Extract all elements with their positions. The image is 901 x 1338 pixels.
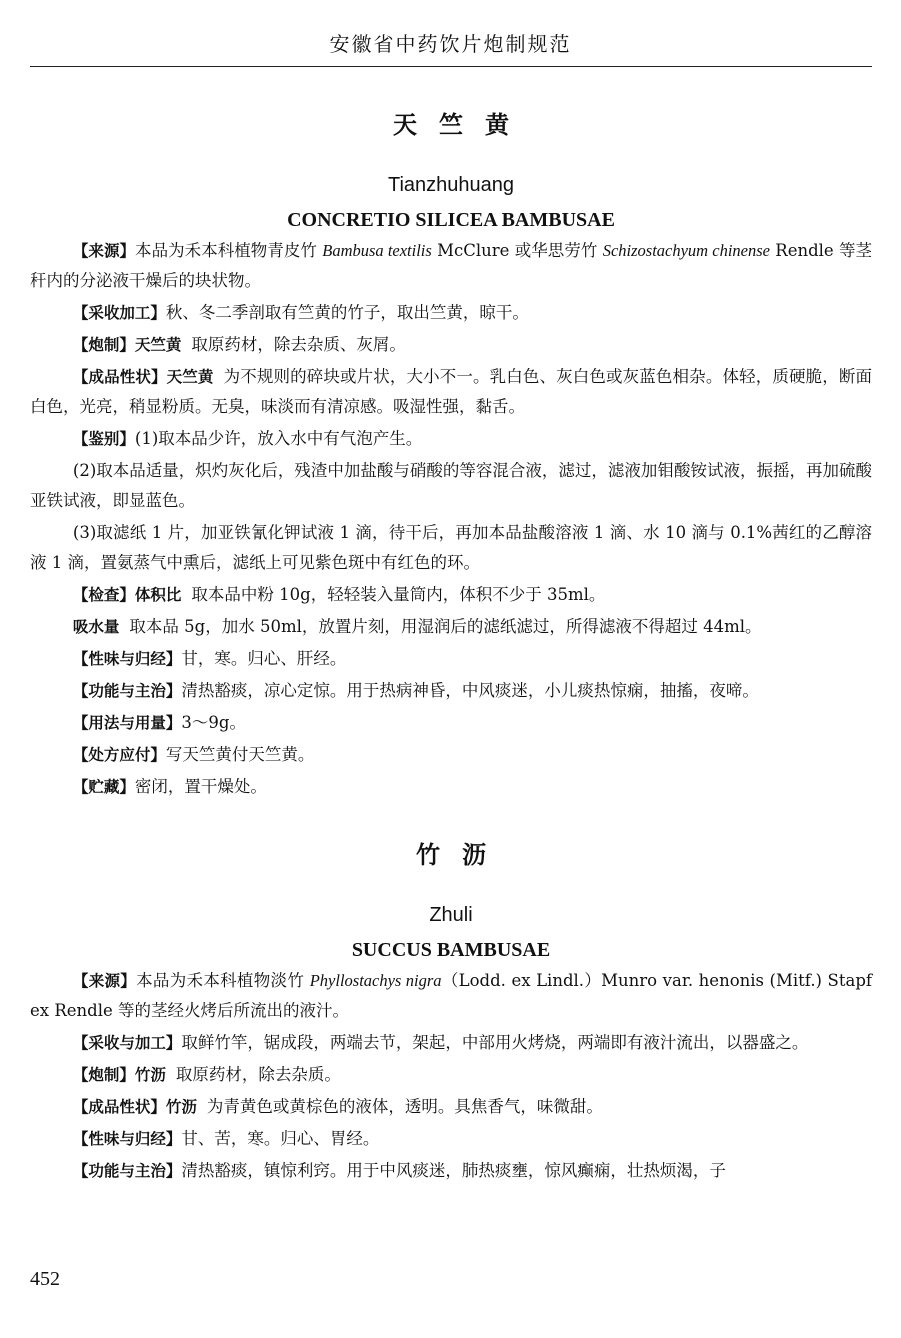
inspection-paragraph-volume (30, 580, 872, 610)
item-name: 体积比 (134, 586, 182, 604)
usage-text: 3～9g。 (181, 713, 246, 732)
harvest-paragraph (30, 1028, 872, 1058)
characters-text: 为不规则的碎块或片状，大小不一。乳白色、灰白色或灰蓝色相杂。体轻，质硬脆，断面白色，光亮，稍显粉质。无臭，味淡而有清凉感。吸湿性强，黏舌。 (30, 367, 872, 416)
nature-paragraph (30, 1124, 872, 1154)
nature-text: 甘，寒。归心、肝经。 (181, 649, 347, 668)
identification-paragraph-1 (30, 424, 872, 454)
prescription-text: 写天竺黄付天竺黄。 (165, 745, 315, 764)
page-number: 452 (30, 1268, 60, 1290)
source-text: 本品为禾本科植物青皮竹 (135, 241, 323, 260)
monograph-pinyin: Tianzhuhuang (387, 174, 515, 196)
nature-paragraph (30, 644, 872, 674)
function-paragraph (30, 1156, 872, 1186)
inspection-text: 取本品中粉 10g，轻轻装入量筒内，体积不少于 35ml。 (191, 585, 606, 604)
section-tag: 【功能与主治】 (72, 682, 182, 700)
characters-paragraph (30, 1092, 872, 1122)
storage-text: 密闭，置干燥处。 (134, 777, 267, 796)
characters-paragraph (30, 362, 872, 422)
inspection-paragraph-water (30, 612, 872, 642)
processing-paragraph (30, 1060, 872, 1090)
monograph-tianzhuhuang (30, 108, 872, 802)
section-tag: 【功能与主治】 (72, 1162, 182, 1180)
monograph-pinyin: Zhuli (429, 904, 473, 926)
section-tag: 【采收与加工】 (72, 1034, 182, 1052)
identification-text: (1)取本品少许，放入水中有气泡产生。 (134, 429, 423, 448)
section-tag: 【成品性状】 (72, 368, 167, 386)
section-tag: 【贮藏】 (72, 778, 135, 796)
item-name: 天竺黄 (134, 336, 182, 354)
harvest-paragraph (30, 298, 872, 328)
prescription-paragraph (30, 740, 872, 770)
page-body (30, 108, 872, 1188)
header-rule (30, 66, 872, 67)
harvest-text: 取鲜竹竿，锯成段，两端去节，架起，中部用火烤烧，两端即有液汁流出，以器盛之。 (181, 1033, 809, 1052)
processing-text: 取原药材，除去杂质、灰屑。 (191, 335, 406, 354)
identification-paragraph-2 (30, 456, 872, 516)
section-tag: 【处方应付】 (72, 746, 166, 764)
section-tag: 【检查】 (72, 586, 135, 604)
storage-paragraph (30, 772, 872, 802)
nature-text: 甘、苦，寒。归心、胃经。 (181, 1129, 380, 1148)
section-tag: 【来源】 (72, 972, 137, 990)
monograph-title: 竹沥 (416, 841, 508, 869)
identification-text: (3)取滤纸 1 片，加亚铁氰化钾试液 1 滴，待干后，再加本品盐酸溶液 1 滴、水 10 滴与 0.1%茜红的乙醇溶液 1 滴，置氨蒸气中熏后，滤纸上可见紫色斑中有红色的环。 (30, 523, 872, 572)
section-tag: 【成品性状】 (72, 1098, 166, 1116)
section-tag: 【来源】 (72, 242, 136, 260)
section-tag: 【用法与用量】 (72, 714, 182, 732)
species-name: Schizostachyum chinense (602, 241, 770, 260)
inspection-text: 取本品 5g，加水 50ml，放置片刻，用湿润后的滤纸滤过，所得滤液不得超过 44ml。 (129, 617, 762, 636)
monograph-zhuli (30, 838, 872, 1186)
identification-text: (2)取本品适量，炽灼灰化后，残渣中加盐酸与硝酸的等容混合液，滤过，滤液加钼酸铵试液，振摇，再加硫酸亚铁试液，即显蓝色。 (30, 461, 872, 510)
processing-text: 取原药材，除去杂质。 (175, 1065, 341, 1084)
item-name: 吸水量 (72, 618, 120, 636)
monograph-latin-name: SUCCUS BAMBUSAE (351, 939, 551, 961)
processing-paragraph (30, 330, 872, 360)
function-text: 清热豁痰，镇惊利窍。用于中风痰迷，肺热痰壅，惊风癫痫，壮热烦渴，子 (181, 1161, 726, 1180)
characters-text: 为青黄色或黄棕色的液体，透明。具焦香气，味微甜。 (206, 1097, 603, 1116)
section-tag: 【性味与归经】 (72, 650, 182, 668)
section-tag: 【炮制】 (72, 336, 135, 354)
monograph-title: 天竺黄 (393, 111, 531, 139)
section-tag: 【鉴别】 (72, 430, 135, 448)
species-name: Phyllostachys nigra (309, 971, 442, 990)
item-name: 竹沥 (134, 1066, 166, 1084)
section-tag: 【炮制】 (72, 1066, 135, 1084)
monograph-latin-name: CONCRETIO SILICEA BAMBUSAE (287, 209, 615, 231)
source-text: Rendle 等茎秆内的分泌液干燥后的块状物。 (30, 241, 873, 290)
item-name: 竹沥 (165, 1098, 197, 1116)
source-text: （Lodd. ex Lindl.）Munro var. henonis (Mitf.) Stapf ex Rendle 等的茎经火烤后所流出的液汁。 (30, 971, 872, 1020)
species-name: Bambusa textilis (322, 241, 432, 260)
source-text: 本品为禾本科植物淡竹 (136, 971, 310, 990)
section-tag: 【性味与归经】 (72, 1130, 182, 1148)
function-paragraph (30, 676, 872, 706)
item-name: 天竺黄 (166, 368, 214, 386)
section-tag: 【采收加工】 (72, 304, 166, 322)
usage-paragraph (30, 708, 872, 738)
identification-paragraph-3 (30, 518, 872, 578)
section-gap (30, 804, 872, 838)
running-header: 安徽省中药饮片炮制规范 (329, 32, 572, 56)
harvest-text: 秋、冬二季剖取有竺黄的竹子，取出竺黄，晾干。 (165, 303, 529, 322)
source-text: McClure 或华思劳竹 (431, 241, 603, 260)
function-text: 清热豁痰，凉心定惊。用于热病神昏，中风痰迷，小儿痰热惊痫，抽搐，夜啼。 (181, 681, 759, 700)
source-paragraph (30, 966, 872, 1026)
source-paragraph (30, 236, 872, 296)
